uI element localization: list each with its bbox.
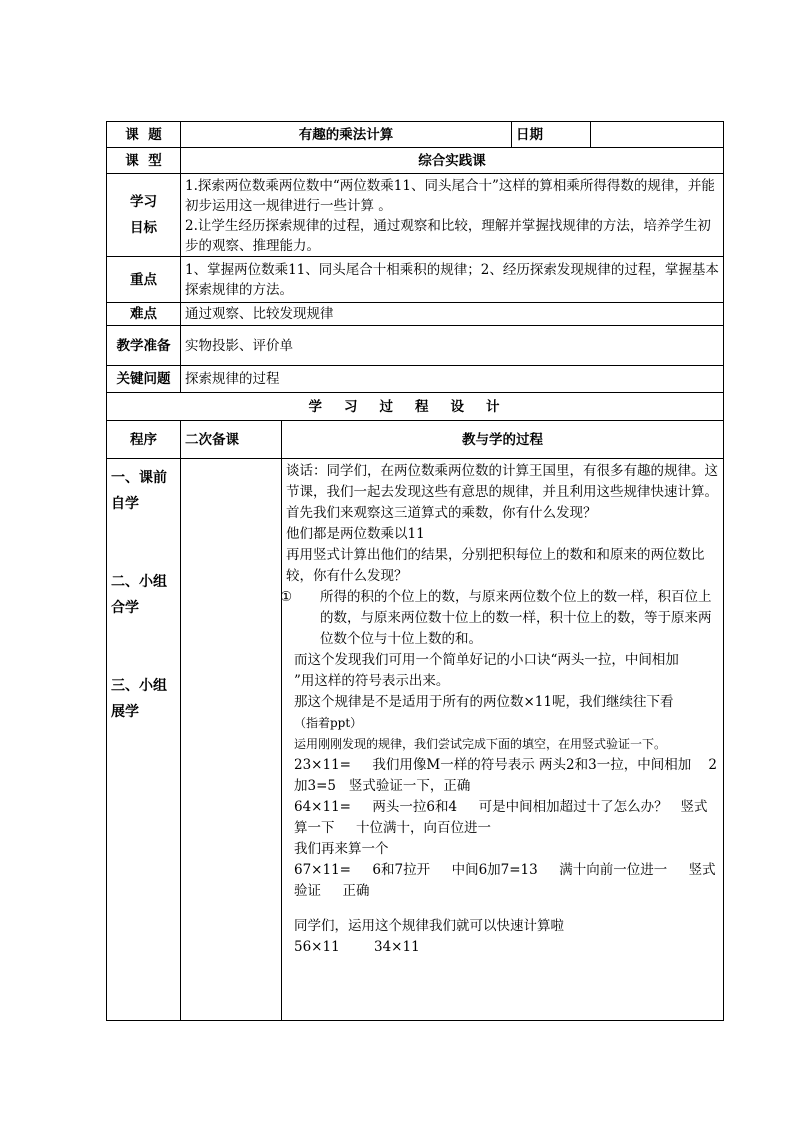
line-14: 67×11= 6和7拉开 中间6加7=13 满十向前一位进一 竖式验证 正确 [294,862,716,899]
lesson-plan-page [106,121,723,1021]
difficulty-text: 通过观察、比较发现规律 [181,303,724,326]
line-1: 谈话：同学们，在两位数乘两位数的计算王国里，有很多有趣的规律。这节课，我们一起去发现这些有意思的规律，并且利用这些规律快速计算。 [286,463,718,500]
program-cell [107,459,181,1021]
row-process-body [107,459,724,1021]
key-text: 1、掌握两位数乘11、同头尾合十相乘积的规律；2、经历探索发现规律的过程，掌握基本探索规律的方法。 [181,257,724,303]
row-title [107,122,724,148]
ke-xing-label: 课 型 [107,148,181,174]
row-key [107,257,724,303]
goals-label-line-2: 目标 [130,220,157,236]
lesson-title: 有趣的乘法计算 [181,122,512,148]
row-goals [107,174,724,257]
process-cell [282,459,724,1021]
line-6: 而这个发现我们可用一个简单好记的小口诀“两头一拉，中间相加 [294,652,679,668]
difficulty-label: 难点 [107,303,181,326]
lesson-plan-table [106,121,724,1021]
line-12: 64×11= 两头一拉6和4 可是中间相加超过十了怎么办？ 竖式算一下 十位满十，向百位进一 [294,799,708,836]
line-7: ”用这样的符号表示出来。 [294,673,450,689]
line-8: 那这个规律是不是适用于所有的两位数×11呢，我们继续往下看 [294,694,674,710]
date-label: 日期 [512,122,591,148]
date-value [591,122,724,148]
goal-1: 1.探索两位数乘两位数中“两位数乘11、同头尾合十”这样的算相乘所得得数的规律，并能初步运用这一规律进行一些计算 。 [185,178,715,214]
line-9: （指着ppt） [294,716,363,730]
line-2: 首先我们来观察这三道算式的乘数，你有什么发现？ [286,505,597,521]
issue-text: 探索规律的过程 [181,366,724,393]
row-process-title [107,393,724,421]
col-second: 二次备课 [181,421,282,459]
prep-label: 教学准备 [107,326,181,366]
row-prep [107,326,724,366]
line-4: 再用竖式计算出他们的结果，分别把积每位上的数和和原来的两位数比较，你有什么发现？ [286,547,705,584]
goals-label [107,174,181,257]
goals-content [181,174,724,257]
line-5 [280,587,719,650]
goals-label-line-1: 学习 [130,194,157,210]
section-3: 三、小组展学 [111,678,167,720]
row-process-header [107,421,724,459]
line-11: 23×11= 我们用像M一样的符号表示 两头2和3一拉，中间相加 2加3=5 竖式验证一下，正确 [294,757,717,794]
row-type [107,148,724,174]
line-10: 运用刚刚发现的规律，我们尝试完成下面的填空，在用竖式验证一下。 [294,737,667,751]
col-program: 程序 [107,421,181,459]
line-15: 同学们，运用这个规律我们就可以快速计算啦 [294,918,564,934]
col-process: 教与学的过程 [282,421,724,459]
issue-label: 关键问题 [107,366,181,393]
second-prep-cell [181,459,282,1021]
line-16: 56×11 34×11 [294,939,420,955]
row-difficulty [107,303,724,326]
line-3: 他们都是两位数乘以11 [286,526,425,542]
prep-text: 实物投影、评价单 [181,326,724,366]
circle-one-mark: ① [280,589,293,605]
process-title: 学习过程设计 [107,393,724,421]
section-2: 二、小组合学 [111,574,167,616]
line-13: 我们再来算一个 [294,841,389,857]
ke-ti-label: 课 题 [107,122,181,148]
row-issue [107,366,724,393]
section-1: 一、课前自学 [111,470,167,512]
key-label: 重点 [107,257,181,303]
line-5-text: 所得的积的个位上的数，与原来两位数个位上的数一样，积百位上的数，与原来两位数十位上的数一样，积十位上的数，等于原来两位数个位与十位上数的和。 [320,589,712,647]
lesson-type: 综合实践课 [181,148,724,174]
goal-2: 2.让学生经历探索规律的过程，通过观察和比较，理解并掌握找规律的方法，培养学生初步的观察、推理能力。 [185,218,711,254]
